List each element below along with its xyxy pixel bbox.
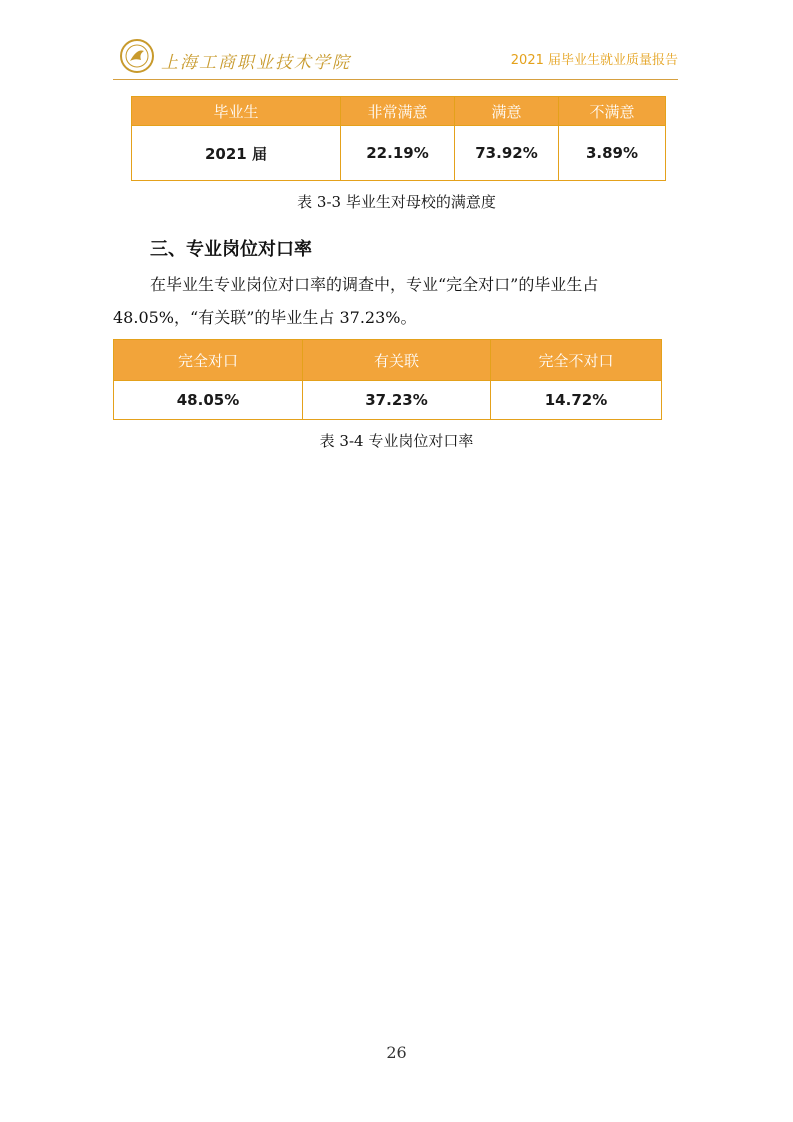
page-header: [113, 36, 678, 72]
table-cell: 2021 届: [132, 126, 341, 181]
table-caption: 表 3-4 专业岗位对口率: [319, 432, 474, 450]
table-cell: 22.19%: [341, 126, 455, 181]
table-cell: 48.05%: [114, 381, 303, 420]
paragraph-line: 在毕业生专业岗位对口率的调查中，专业“完全对口”的毕业生占: [150, 275, 599, 294]
table-header-cell: 有关联: [303, 340, 491, 381]
table-row: [132, 126, 666, 181]
report-title: 2021 届毕业生就业质量报告: [510, 53, 678, 68]
header-divider: [113, 79, 678, 80]
table-header-cell: 完全对口: [114, 340, 303, 381]
table-cell: 37.23%: [303, 381, 491, 420]
table-header-row: [132, 97, 666, 126]
table-cell: 3.89%: [559, 126, 666, 181]
table-header-cell: 不满意: [559, 97, 666, 126]
school-logo-icon: [119, 38, 155, 74]
satisfaction-table: [131, 96, 666, 181]
table-row: [114, 381, 662, 420]
paragraph-line: 48.05%，“有关联”的毕业生占 37.23%。: [113, 308, 417, 327]
school-name: 上海工商职业技术学院: [161, 53, 351, 73]
page-number: 26: [386, 1043, 407, 1062]
table-cell: 73.92%: [455, 126, 559, 181]
table-cell: 14.72%: [491, 381, 662, 420]
table-caption: 表 3-3 毕业生对母校的满意度: [297, 193, 496, 211]
table-header-cell: 毕业生: [132, 97, 341, 126]
table-header-cell: 非常满意: [341, 97, 455, 126]
table-header-cell: 完全不对口: [491, 340, 662, 381]
table-header-cell: 满意: [455, 97, 559, 126]
job-match-table: [113, 339, 662, 420]
table-header-row: [114, 340, 662, 381]
section-heading: 三、专业岗位对口率: [150, 239, 312, 260]
